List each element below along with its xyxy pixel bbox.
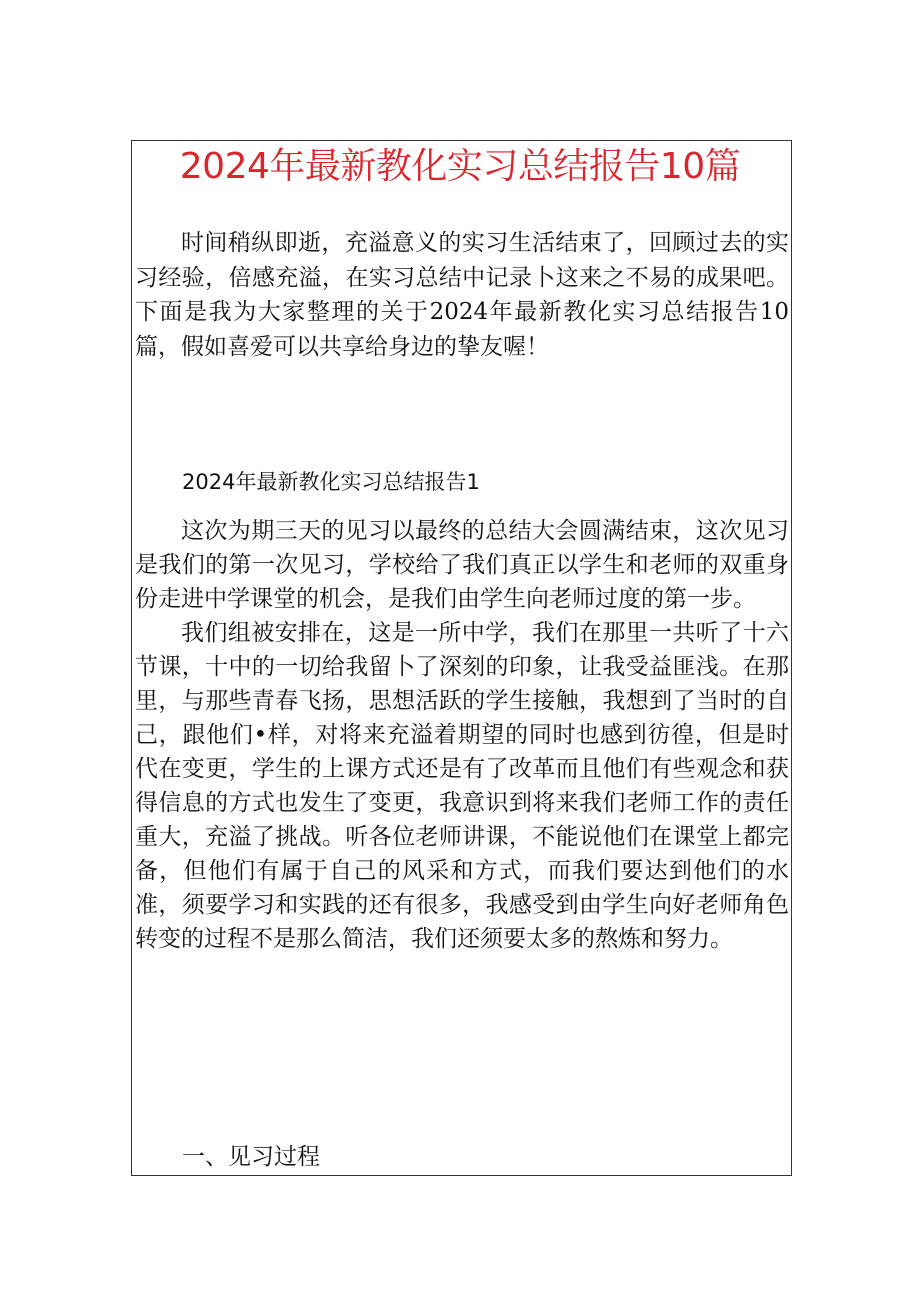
body-paragraph: 我们组被安排在，这是一所中学，我们在那里一共听了十六节课，十中的一切给我留卜了深刻的印象，让我受益匪浅。在那里，与那些青春飞扬，思想活跃的学生接触，我想到了当时的自己，跟他们•样，对将来充溢着期望的同时也感到彷徨，但是时代在变更，学生的上课方式还是有了改革而且他们有些观念和获得信息的方式也发生了变更，我意识到将来我们老师工作的责任重大，充溢了挑战。听各位老师讲课，不能说他们在课堂上都完备，但他们有属于自己的风采和方式，而我们要达到他们的水准，须要学习和实践的还有很多，我感受到由学生向好老师角色转变的过程不是那么简洁，我们还须要太多的熬炼和努力。 [135, 620, 789, 952]
sub-heading: 一、见习过程 [182, 1144, 320, 1170]
section-heading: 2024年最新教化实习总结报告1 [182, 470, 480, 494]
document-title: 2024年最新教化实习总结报告10篇 [179, 146, 741, 187]
section-body [135, 514, 789, 956]
intro-paragraph: 时间稍纵即逝，充溢意义的实习生活结束了，回顾过去的实习经验，倍感充溢，在实习总结中记录卜这来之不易的成果吧。下面是我为大家整理的关于2024年最新教化实习总结报告10篇，假如喜爱可以共享给身边的挚友喔！ [135, 230, 789, 360]
body-paragraph: 这次为期三天的见习以最终的总结大会圆满结束，这次见习是我们的第一次见习，学校给了我们真正以学生和老师的双重身份走进中学课堂的机会，是我们由学生向老师过度的第一步。 [135, 518, 789, 612]
intro-block [135, 226, 789, 364]
